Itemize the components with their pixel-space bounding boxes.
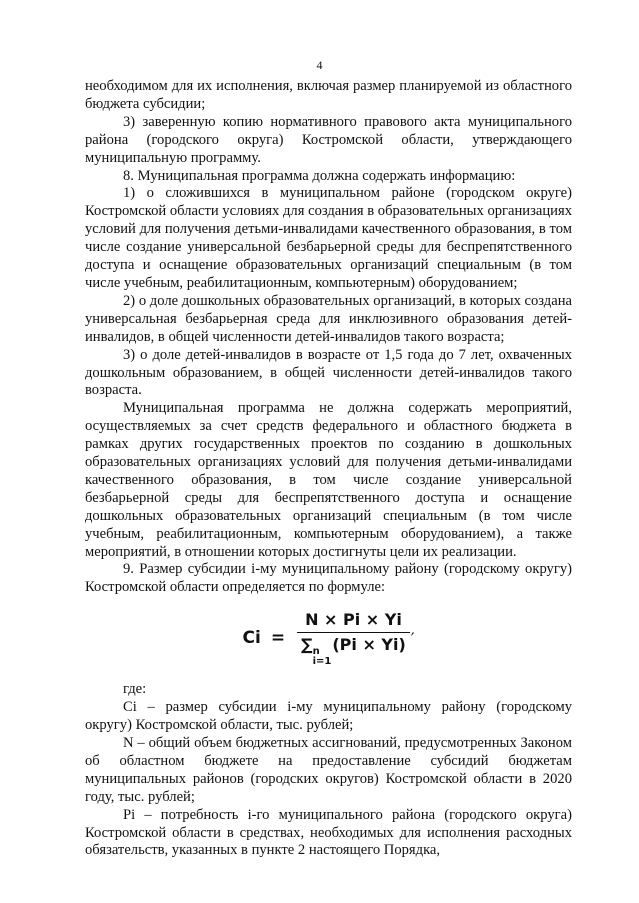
where-label: где:: [123, 681, 147, 698]
document-body: [85, 78, 572, 860]
sum-upper-limit: n: [312, 646, 320, 658]
section-heading: 8. Муниципальная программа должна содержать информацию:: [123, 167, 516, 184]
paragraph: 9. Размер субсидии i-му муниципальному району (городскому округу) Костромской области определяется по формуле:: [85, 561, 572, 596]
paragraph: 2) о доле дошкольных образовательных организаций, в которых создана универсальная безбарьерная среда для инклюзивного образования детей-инвалидов, в общей численности детей-инвалидов такого возраста;: [85, 292, 572, 345]
formula-equals: =: [270, 628, 286, 649]
formula-lhs: Ci: [242, 628, 261, 649]
page-number: 4: [316, 58, 323, 72]
formula-tail: ′: [410, 629, 415, 649]
definition-pi: Pi – потребность i-го муниципального района (городского округа) Костромской области в средствах, необходимых для исполнения расходных обязательств, указанных в пункте 2 настоящего Порядка,: [85, 806, 572, 859]
subsidy-formula: [85, 597, 572, 681]
sum-symbol: ∑: [301, 635, 313, 655]
definition-ci: Ci – размер субсидии i-му муниципальному району (городскому округу) Костромской области, тыс. рублей;: [85, 699, 572, 734]
formula-numerator: N × Pi × Yi: [305, 610, 402, 630]
definition-n: N – общий объем бюджетных ассигнований, предусмотренных Законом об областном бюджете на предоставление субсидий бюджетам муниципальных районов (городских округов) Костромской области в 2020 году, тыс. рублей;: [85, 735, 572, 805]
paragraph: 3) о доле детей-инвалидов в возрасте от 1,5 года до 7 лет, охваченных дошкольным образованием, в общей численности детей-инвалидов такого возраста.: [85, 346, 572, 399]
paragraph: 1) о сложившихся в муниципальном районе (городском округе) Костромской области условиях для создания в образовательных организациях условий для получения детьми-инвалидами качественного образования, в том числе создание универсальной безбарьерной среды для беспрепятственного доступа и оснащение образовательных организаций специальным (в том числе учебным, реабилитационным, компьютерным) оборудованием;: [85, 185, 572, 291]
formula-denominator: [297, 633, 410, 667]
paragraph: 3) заверенную копию нормативного правового акта муниципального района (городского округа) Костромской области, утверждающего муниципальную программу.: [85, 113, 572, 166]
sum-limits: [313, 647, 332, 667]
sum-body: (Pi × Yi): [332, 635, 406, 655]
paragraph: Муниципальная программа не должна содержать мероприятий, осуществляемых за счет средств федерального и областного бюджета в рамках других государственных проектов по созданию в дошкольных образовательных организациях условий для получения детьми-инвалидами качественного образования, в том числе создание универсальной безбарьерной среды для беспрепятственного доступа и оснащение дошкольных образовательных организаций специальным (в том числе учебным, реабилитационным, компьютерным оборудованием), а также мероприятий, в отношении которых достигнуты цели их реализации.: [85, 400, 572, 560]
sum-lower-limit: i=1: [312, 656, 332, 668]
formula-fraction: [297, 611, 410, 667]
paragraph: необходимом для их исполнения, включая размер планируемой из областного бюджета субсидии;: [85, 78, 572, 112]
